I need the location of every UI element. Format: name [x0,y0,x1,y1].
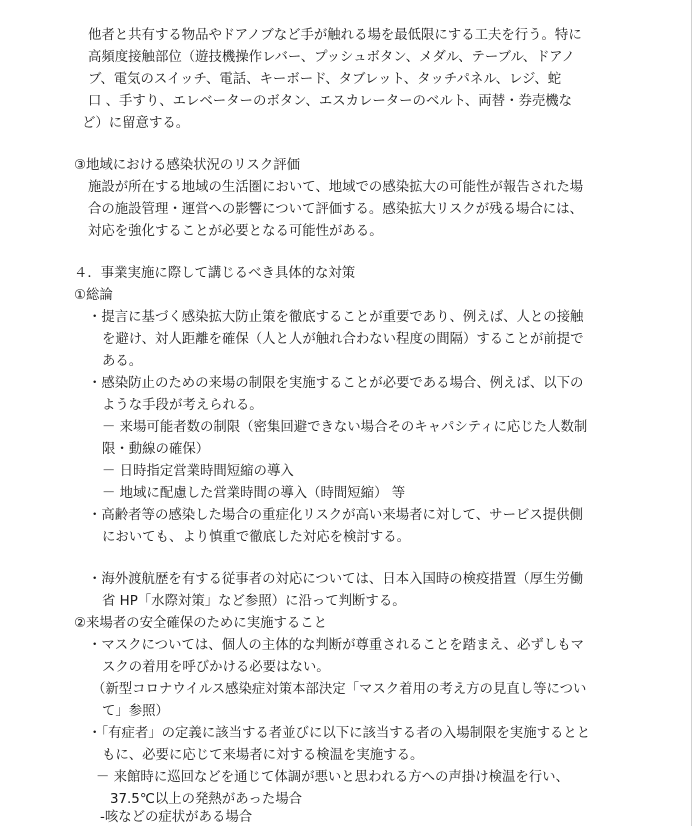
bullet-item: ・海外渡航歴を有する従事者の対応については、日本入国時の検疫措置（厚生労働 [88,572,584,587]
bullet-item: ・高齢者等の感染した場合の重症化リスクが高い来場者に対して、サービス提供側 [88,508,583,523]
text-line: 対応を強化することが必要となる可能性がある。 [88,224,383,239]
subsection-heading: ②来場者の安全確保のために実施すること [74,616,328,631]
note-line: （新型コロナウイルス感染症対策本部決定「マスク着用の考え方の見直し等につい [92,682,587,697]
text-line: 37.5℃以上の発熱があった場合 [110,792,303,807]
text-line: スクの着用を呼びかける必要はない。 [102,660,330,675]
section-heading: ③地域における感染状況のリスク評価 [74,158,300,173]
bullet-item: ・「有症者」の定義に該当する者並びに以下に該当する者の入場制限を実施するとと [88,726,591,741]
text-line: 口 、手すり、エレベーターのボタン、エスカレーターのベルト、両替・券売機な [88,94,573,109]
bullet-item: ・提言に基づく感染拡大防止策を徹底することが重要であり、例えば、人との接触 [88,310,584,325]
text-line: ような手段が考えられる。 [102,398,263,413]
text-line: ど）に留意する。 [82,116,190,131]
dash-item: -咳などの症状がある場合 [100,810,253,825]
section-heading: ４．事業実施に際して講じるべき具体的な対策 [74,266,356,281]
text-line: 他者と共有する物品やドアノブなど手が触れる場を最低限にする工夫を行う。特に [88,28,582,43]
text-line: 限・動線の確保） [102,442,210,457]
dash-item: － 日時指定営業時間短縮の導入 [102,464,294,479]
text-line: ブ、電気のスイッチ、電話、キーボード、タブレット、タッチパネル、レジ、蛇 [88,72,562,87]
bullet-item: ・マスクについては、個人の主体的な判断が尊重されることを踏まえ、必ずしもマ [88,638,584,653]
text-line: 高頻度接触部位（遊技機操作レバー、プッシュボタン、メダル、テーブル、ドアノ [88,50,575,65]
dash-item: － 来場可能者数の制限（密集回避できない場合そのキャパシティに応じた人数制 [102,420,588,435]
text-line: て」参照） [102,704,169,719]
text-line: もに、必要に応じて来場者に対する検温を実施する。 [102,748,424,763]
subsection-heading: ①総論 [74,288,113,303]
text-line: 施設が所在する地域の生活圏において、地域での感染拡大の可能性が報告された場 [88,180,584,195]
text-line: においても、より慎重で徹底した対応を検討する。 [102,530,410,545]
text-line: ある。 [102,354,143,369]
text-line: 合の施設管理・運営への影響について評価する。感染拡大リスクが残る場合には、 [88,202,583,217]
dash-item: － 地域に配慮した営業時間の導入（時間短縮） 等 [102,486,406,501]
text-line: を避け、対人距離を確保（人と人が触れ合わない程度の間隔）することが前提で [102,332,584,347]
dash-item: － 来館時に巡回などを通じて体調が悪いと思われる方への声掛け検温を行い、 [96,770,569,785]
bullet-item: ・感染防止のための来場の制限を実施することが必要である場合、例えば、以下の [88,376,584,391]
text-line: 省 HP「水際対策」など参照）に沿って判断する。 [102,594,406,609]
